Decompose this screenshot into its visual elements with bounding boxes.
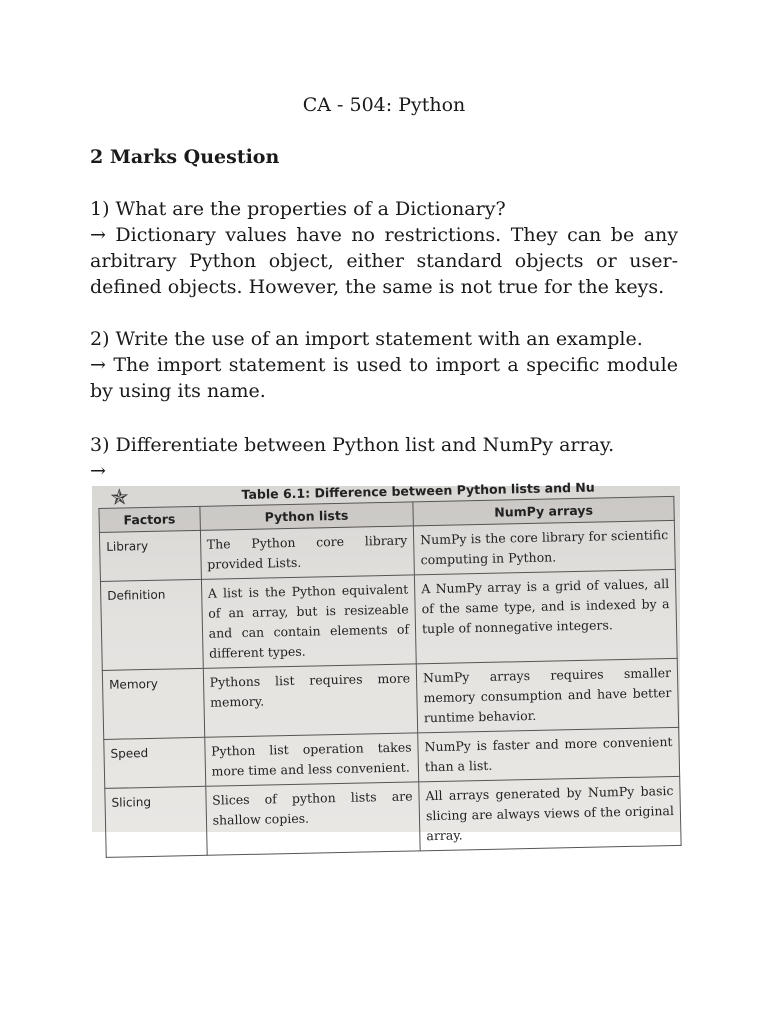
table-caption: Table 6.1: Difference between Python lists and Nu (241, 479, 595, 502)
section-heading: 2 Marks Question (90, 146, 280, 168)
python-cell: The Python core library provided Lists. (200, 526, 414, 579)
answer-text: → Dictionary values have no restrictions. They can be any arbitrary Python object, either standard objects or user-defined objects. However, the same is not true for the keys. (90, 224, 678, 298)
table-photo (92, 479, 680, 844)
answer-text: → (90, 460, 106, 482)
header-numpy-arrays: NumPy arrays (413, 496, 674, 525)
table-photo-content (98, 476, 686, 858)
header-python-lists: Python lists (200, 502, 414, 530)
question-block-3 (90, 432, 678, 484)
factor-cell: Speed (104, 737, 206, 788)
star-scribble-icon: ✯ (109, 485, 129, 511)
numpy-cell: All arrays generated by NumPy basic slicing are always views of the original array. (419, 776, 681, 850)
question-block-1 (90, 196, 678, 300)
python-cell: A list is the Python equivalent of an array, but is resizeable and can contain elements of different types. (201, 575, 416, 668)
table-row (100, 569, 677, 670)
numpy-cell: NumPy is the core library for scientific computing in Python. (413, 520, 675, 574)
factor-cell: Library (99, 530, 201, 581)
factor-cell: Slicing (105, 786, 207, 857)
factor-cell: Memory (102, 668, 204, 739)
question-text: 2) Write the use of an import statement with an example. (90, 328, 643, 350)
python-cell: Python list operation takes more time and less convenient. (204, 733, 418, 786)
python-cell: Slices of python lists are shallow copies. (205, 782, 420, 855)
comparison-table (98, 496, 681, 858)
numpy-cell: NumPy arrays requires smaller memory consumption and have better runtime behavior. (416, 658, 678, 732)
factor-cell: Definition (100, 579, 202, 670)
numpy-cell: A NumPy array is a grid of values, all of the same type, and is indexed by a tuple of nonnegative integers. (414, 569, 677, 663)
table-row (102, 658, 678, 739)
python-cell: Pythons list requires more memory. (203, 664, 418, 737)
question-block-2 (90, 326, 678, 404)
answer-text: → The import statement is used to import a specific module by using its name. (90, 354, 678, 402)
question-text: 3) Differentiate between Python list and NumPy array. (90, 434, 615, 456)
header-factors: Factors (99, 506, 200, 532)
question-text: 1) What are the properties of a Dictionary? (90, 198, 506, 220)
document-title: CA - 504: Python (302, 94, 466, 116)
table-row (105, 776, 681, 857)
numpy-cell: NumPy is faster and more convenient than a list. (418, 727, 680, 781)
